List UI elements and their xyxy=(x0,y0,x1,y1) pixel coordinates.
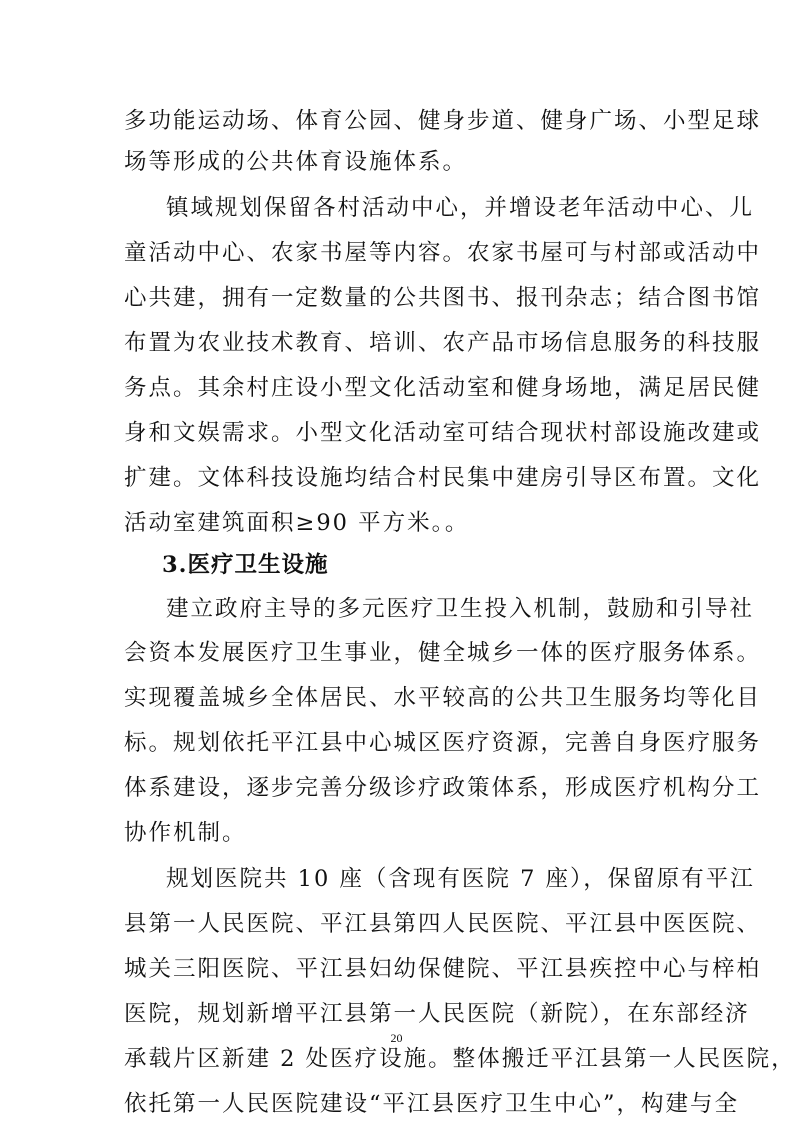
body-line: 扩建。文体科技设施均结合村民集中建房引导区布置。文化 xyxy=(124,465,762,491)
body-line: 依托第一人民医院建设“平江县医疗卫生中心”，构建与全 xyxy=(124,1091,740,1117)
section-heading: 3.医疗卫生设施 xyxy=(162,552,329,578)
body-line: 县第一人民医院、平江县第四人民医院、平江县中医医院、 xyxy=(124,911,762,937)
body-line: 镇域规划保留各村活动中心，并增设老年活动中心、儿 xyxy=(166,195,755,221)
body-line: 场等形成的公共体育设施体系。 xyxy=(124,149,468,175)
body-line: 实现覆盖城乡全体居民、水平较高的公共卫生服务均等化目 xyxy=(124,685,762,711)
body-line: 医院，规划新增平江县第一人民医院（新院），在东部经济 xyxy=(124,1001,750,1027)
body-line: 标。规划依托平江县中心城区医疗资源，完善自身医疗服务 xyxy=(124,730,762,756)
body-line: 童活动中心、农家书屋等内容。农家书屋可与村部或活动中 xyxy=(124,240,762,266)
body-line: 协作机制。 xyxy=(124,820,247,846)
page-number: 20 xyxy=(390,1031,403,1045)
body-line: 心共建，拥有一定数量的公共图书、报刊杂志；结合图书馆 xyxy=(124,285,762,311)
body-line: 承载片区新建 2 处医疗设施。整体搬迁平江县第一人民医院， xyxy=(124,1046,796,1072)
body-line: 体系建设，逐步完善分级诊疗政策体系，形成医疗机构分工 xyxy=(124,775,762,801)
body-line: 身和文娱需求。小型文化活动室可结合现状村部设施改建或 xyxy=(124,420,762,446)
body-line: 多功能运动场、体育公园、健身步道、健身广场、小型足球 xyxy=(124,108,762,134)
body-line: 建立政府主导的多元医疗卫生投入机制，鼓励和引导社 xyxy=(166,596,755,622)
body-line: 城关三阳医院、平江县妇幼保健院、平江县疾控中心与梓柏 xyxy=(124,956,762,982)
body-line: 布置为农业技术教育、培训、农产品市场信息服务的科技服 xyxy=(124,330,762,356)
body-line: 规划医院共 10 座（含现有医院 7 座），保留原有平江 xyxy=(166,866,755,892)
body-line: 务点。其余村庄设小型文化活动室和健身场地，满足居民健 xyxy=(124,375,762,401)
body-line: 会资本发展医疗卫生事业，健全城乡一体的医疗服务体系。 xyxy=(124,640,762,666)
body-line: 活动室建筑面积≥90 平方米。。 xyxy=(124,510,470,536)
